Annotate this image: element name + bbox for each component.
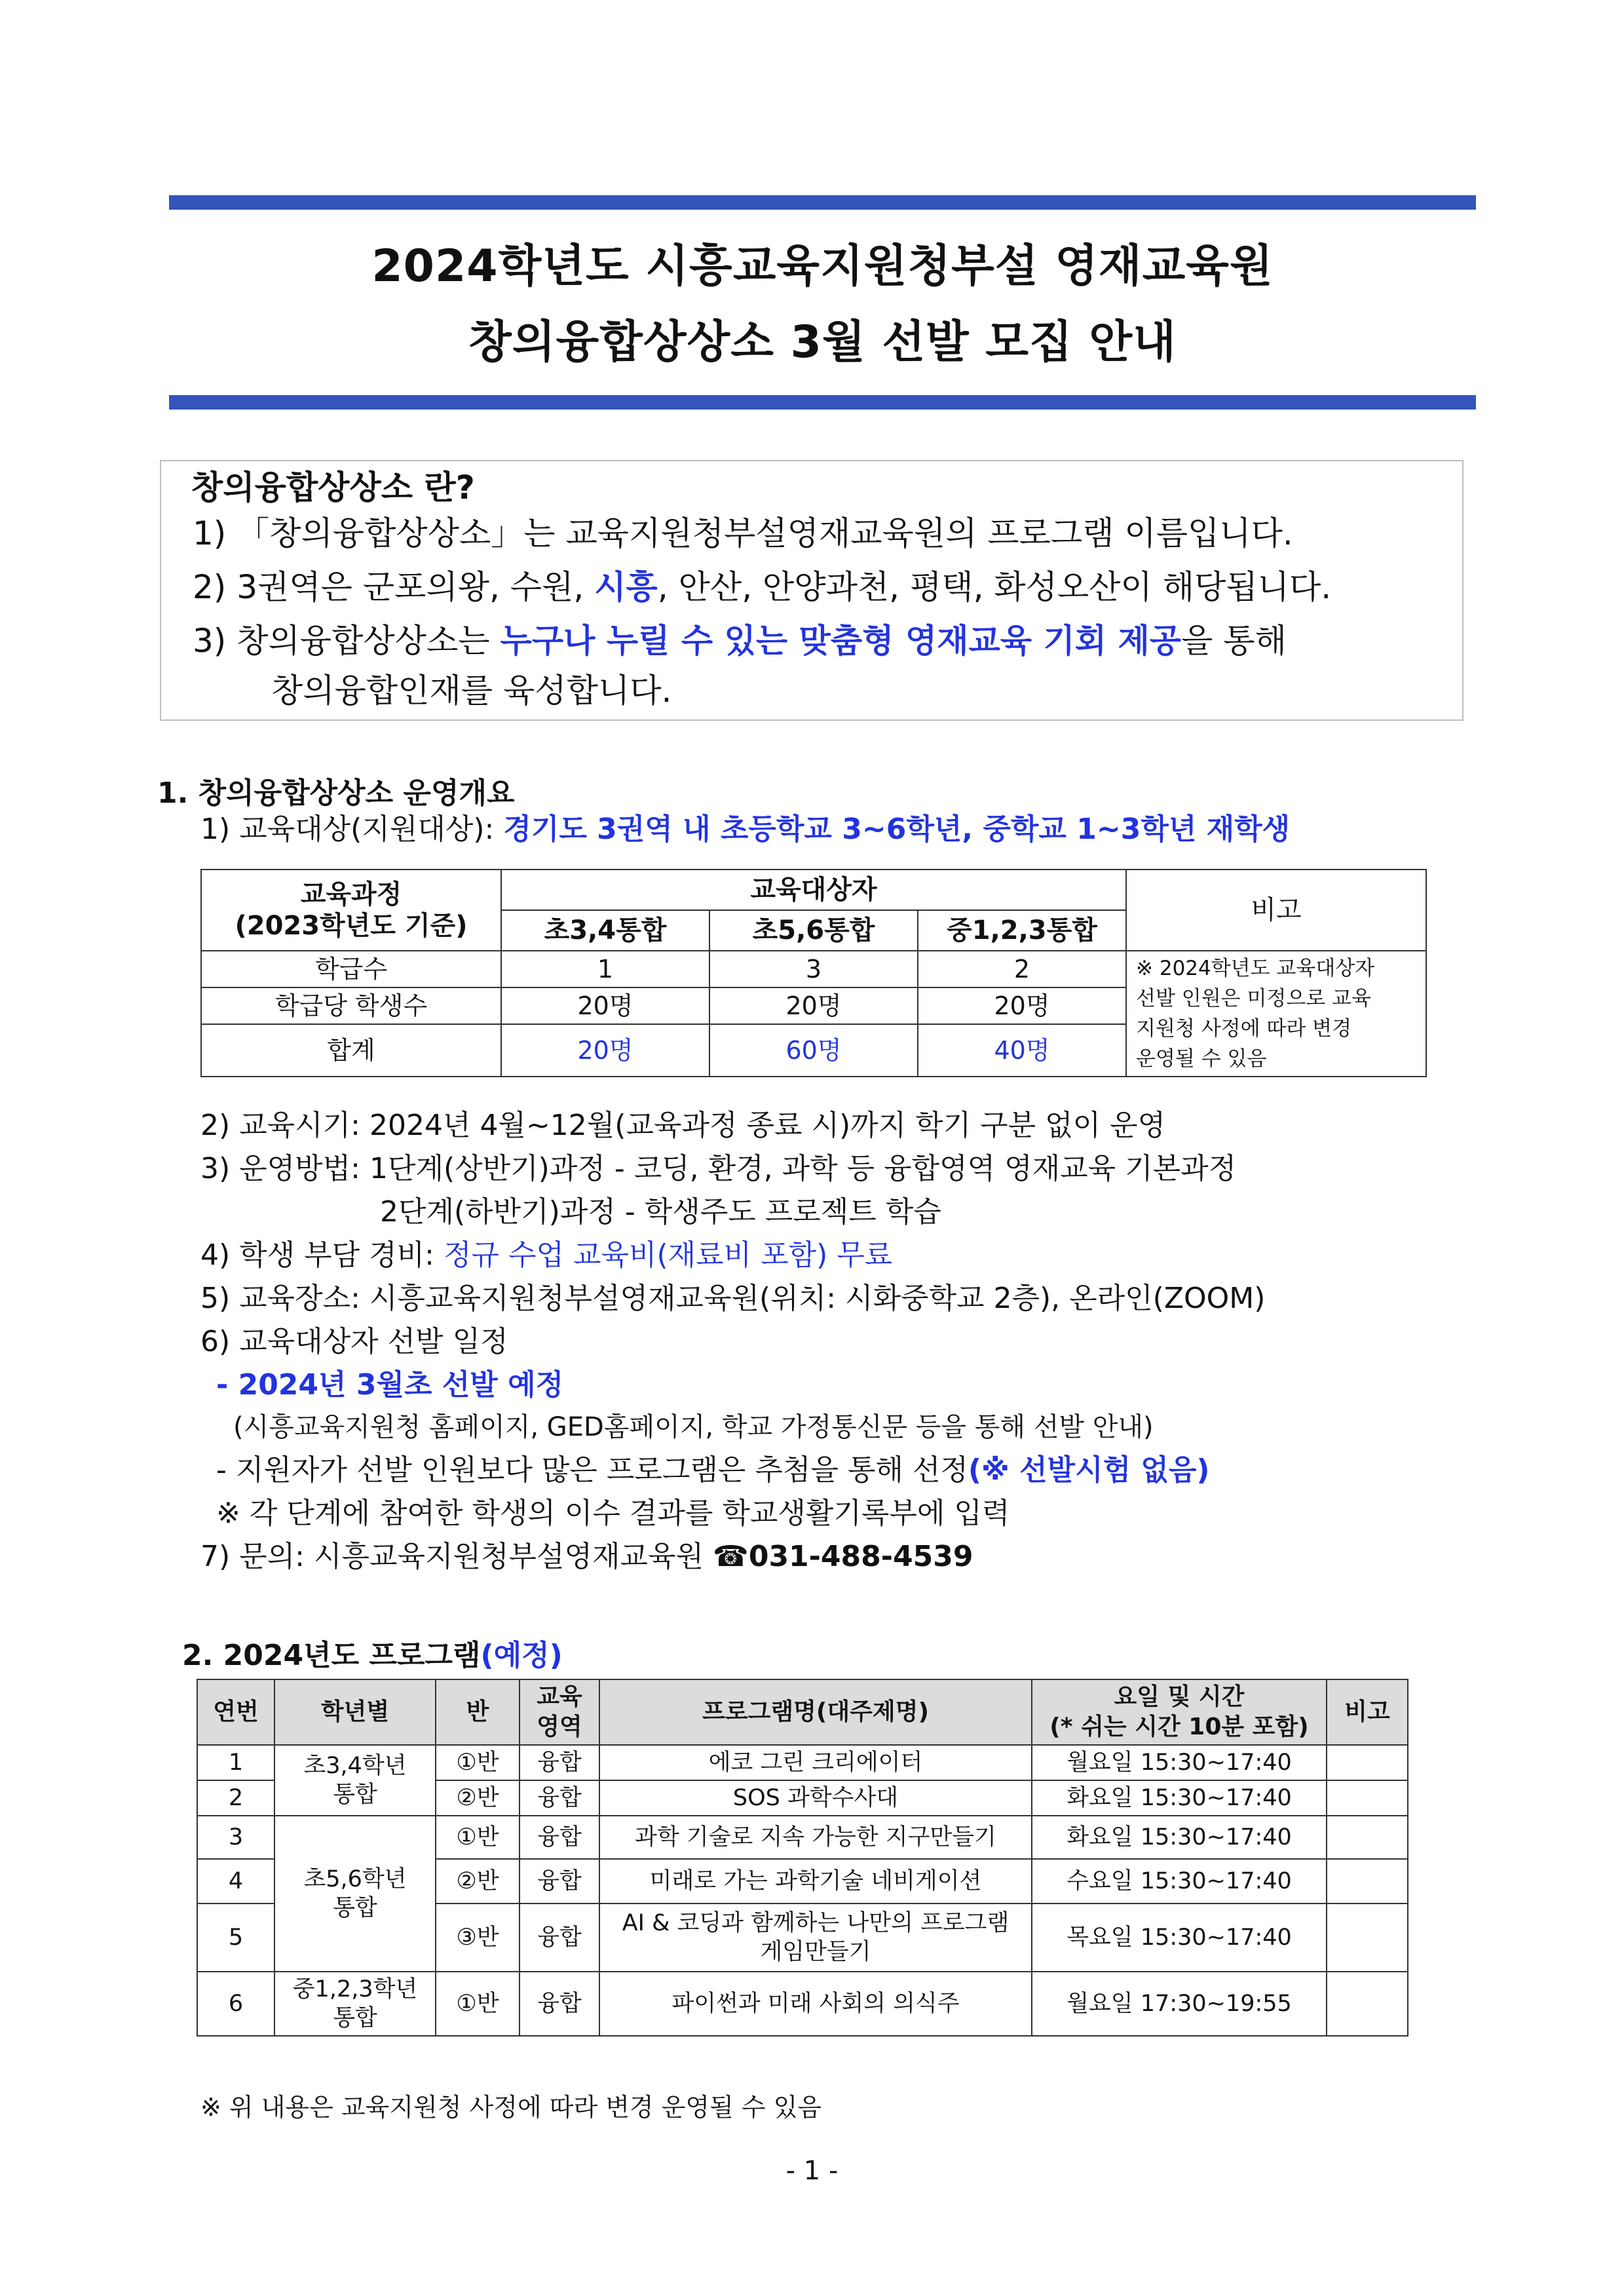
lottery-text: - 지원자가 선발 인원보다 많은 프로그램은 추첨을 통해 선정	[216, 1453, 968, 1487]
cell-area: 융합	[519, 1745, 599, 1780]
row-label: 학급수	[201, 951, 501, 987]
cell: 20명	[501, 987, 709, 1024]
th-grade: 학년별	[274, 1679, 436, 1745]
intro-item-3-highlight: 누구나 누릴 수 있는 맞춤형 영재교육 기회 제공	[500, 622, 1182, 660]
remark-line: 선발 인원은 미정으로 교육	[1136, 987, 1371, 1010]
target-table	[200, 869, 1427, 1077]
intro-item-2	[193, 566, 1331, 608]
th-col-1: 초3,4통합	[501, 910, 709, 951]
cell-time: 수요일 15:30~17:40	[1032, 1859, 1327, 1904]
cell-program: 미래로 가는 과학기술 네비게이션	[599, 1859, 1032, 1904]
lottery-highlight: (※ 선발시험 없음)	[968, 1453, 1210, 1487]
cell-no: 4	[197, 1859, 274, 1904]
cell-no: 1	[197, 1745, 274, 1780]
intro-item-2-text: 2) 3권역은 군포의왕, 수원,	[193, 568, 595, 606]
th-remark: 비고	[1126, 870, 1426, 951]
cell-area: 융합	[519, 1972, 599, 2036]
schedule-highlight: - 2024년 3월초 선발 예정	[216, 1368, 564, 1402]
remark-line: 지원청 사정에 따라 변경	[1136, 1017, 1352, 1041]
cell-area: 융합	[519, 1780, 599, 1816]
cell-area: 융합	[519, 1816, 599, 1859]
cell-remark	[1327, 1972, 1408, 2036]
footer-note: ※ 위 내용은 교육지원청 사정에 따라 변경 운영될 수 있음	[200, 2093, 822, 2122]
section1-method-2: 2단계(하반기)과정 - 학생주도 프로젝트 학습	[380, 1195, 941, 1229]
intro-item-3	[193, 620, 1287, 662]
cell-class: ③반	[436, 1904, 519, 1972]
cell-remark	[1327, 1816, 1408, 1859]
th-time	[1032, 1679, 1327, 1745]
section1-heading: 1. 창의융합상상소 운영개요	[157, 776, 515, 810]
cell-class: ①반	[436, 1816, 519, 1859]
section1-schedule: 6) 교육대상자 선발 일정	[200, 1325, 508, 1358]
cell: 60명	[709, 1024, 918, 1077]
cell-program: AI & 코딩과 함께하는 나만의 프로그램 게임만들기	[599, 1904, 1032, 1972]
page-title-line2: 창의융합상상소 3월 선발 모집 안내	[468, 316, 1177, 368]
section2-heading-text: 2. 2024년도 프로그램	[182, 1639, 481, 1672]
th-time-label: 요일 및 시간	[1114, 1683, 1245, 1710]
cell-no: 6	[197, 1972, 274, 2036]
intro-item-1: 1) 「창의융합상상소」는 교육지원청부설영재교육원의 프로그램 이름입니다.	[193, 514, 1293, 552]
remark-cell	[1126, 951, 1426, 1077]
top-rule	[169, 195, 1476, 210]
intro-item-3-tail: 을 통해	[1181, 622, 1287, 660]
th-col-3: 중1,2,3통합	[918, 910, 1126, 951]
section1-contact	[200, 1539, 973, 1575]
cell-no: 3	[197, 1816, 274, 1859]
cell-class: ②반	[436, 1780, 519, 1816]
th-area: 교육 영역	[519, 1679, 599, 1745]
cell-time: 월요일 17:30~19:55	[1032, 1972, 1327, 2036]
row-label: 합계	[201, 1024, 501, 1077]
cell-time: 화요일 15:30~17:40	[1032, 1780, 1327, 1816]
intro-item-2-tail: , 안산, 안양과천, 평택, 화성오산이 해당됩니다.	[657, 568, 1332, 606]
cell-remark	[1327, 1780, 1408, 1816]
cell: 20명	[918, 987, 1126, 1024]
remark-line: 운영될 수 있음	[1136, 1047, 1267, 1071]
th-target: 교육대상자	[501, 870, 1126, 910]
cell-area: 융합	[519, 1904, 599, 1972]
cell: 20명	[709, 987, 918, 1024]
section1-method-1: 3) 운영방법: 1단계(상반기)과정 - 코딩, 환경, 과학 등 융합영역 영재교육 기본과정	[200, 1152, 1237, 1185]
cell-no: 2	[197, 1780, 274, 1816]
bottom-rule	[169, 395, 1476, 410]
cell-program: 과학 기술로 지속 가능한 지구만들기	[599, 1816, 1032, 1859]
cell-class: ①반	[436, 1972, 519, 2036]
contact-phone: ☎031-488-4539	[713, 1540, 973, 1573]
section1-lottery	[216, 1452, 1210, 1489]
cell-time: 월요일 15:30~17:40	[1032, 1745, 1327, 1780]
th-class: 반	[436, 1679, 519, 1745]
intro-box	[160, 460, 1463, 721]
program-table	[197, 1679, 1408, 2037]
cell-program: 파이썬과 미래 사회의 의식주	[599, 1972, 1032, 2036]
cost-label: 4) 학생 부담 경비:	[200, 1238, 444, 1272]
target-label: 1) 교육대상(지원대상):	[200, 813, 504, 846]
cell-area: 융합	[519, 1859, 599, 1904]
grade-group: 초5,6학년 통합	[274, 1816, 436, 1972]
th-no: 연번	[197, 1679, 274, 1745]
cell-program: SOS 과학수사대	[599, 1780, 1032, 1816]
th-course	[201, 870, 501, 951]
contact-text: 7) 문의: 시흥교육지원청부설영재교육원	[200, 1540, 713, 1573]
cell-class: ①반	[436, 1745, 519, 1780]
target-highlight: 경기도 3권역 내 초등학교 3~6학년, 중학교 1~3학년 재학생	[503, 813, 1291, 846]
cell-remark	[1327, 1904, 1408, 1972]
cost-highlight: 정규 수업 교육비(재료비 포함) 무료	[443, 1238, 893, 1272]
page-number: - 1 -	[785, 2156, 839, 2186]
remark-line: ※ 2024학년도 교육대상자	[1136, 957, 1375, 980]
cell-program: 에코 그린 크리에이터	[599, 1745, 1032, 1780]
grade-group: 초3,4학년 통합	[274, 1745, 436, 1816]
section1-target	[200, 811, 1290, 848]
cell: 1	[501, 951, 709, 987]
th-col-2: 초5,6통합	[709, 910, 918, 951]
cell-class: ②반	[436, 1859, 519, 1904]
cell-remark	[1327, 1745, 1408, 1780]
schedule-note: (시흥교육지원청 홈페이지, GED홈페이지, 학교 가정통신문 등을 통해 선발 안내)	[233, 1412, 1154, 1442]
th-remark: 비고	[1327, 1679, 1408, 1745]
page-title-line1: 2024학년도 시흥교육지원청부설 영재교육원	[371, 240, 1274, 292]
cell: 3	[709, 951, 918, 987]
intro-item-3-text: 3) 창의융합상상소는	[193, 622, 500, 660]
grade-group: 중1,2,3학년 통합	[274, 1972, 436, 2036]
th-course-label: 교육과정	[300, 879, 402, 909]
intro-item-2-highlight: 시흥	[594, 568, 658, 606]
cell: 40명	[918, 1024, 1126, 1077]
section1-period: 2) 교육시기: 2024년 4월~12월(교육과정 종료 시)까지 학기 구분 없이 운영	[200, 1109, 1166, 1142]
section1-place: 5) 교육장소: 시흥교육지원청부설영재교육원(위치: 시화중학교 2층), 온라인(ZOOM)	[200, 1282, 1266, 1315]
section2-heading-highlight: (예정)	[480, 1639, 563, 1672]
section1-cost	[200, 1237, 892, 1274]
row-label: 학급당 학생수	[201, 987, 501, 1024]
cell-time: 목요일 15:30~17:40	[1032, 1904, 1327, 1972]
section2-heading	[182, 1632, 563, 1674]
intro-heading: 창의융합상상소 란?	[191, 469, 475, 507]
th-time-sub: (* 쉬는 시간 10분 포함)	[1049, 1713, 1309, 1740]
cell-no: 5	[197, 1904, 274, 1972]
th-program: 프로그램명(대주제명)	[599, 1679, 1032, 1745]
intro-item-3-continued: 창의융합인재를 육성합니다.	[271, 672, 672, 710]
cell: 20명	[501, 1024, 709, 1077]
section1-record: ※ 각 단계에 참여한 학생의 이수 결과를 학교생활기록부에 입력	[216, 1497, 1010, 1530]
cell-remark	[1327, 1859, 1408, 1904]
cell-time: 화요일 15:30~17:40	[1032, 1816, 1327, 1859]
th-course-sub: (2023학년도 기준)	[235, 911, 468, 941]
cell: 2	[918, 951, 1126, 987]
